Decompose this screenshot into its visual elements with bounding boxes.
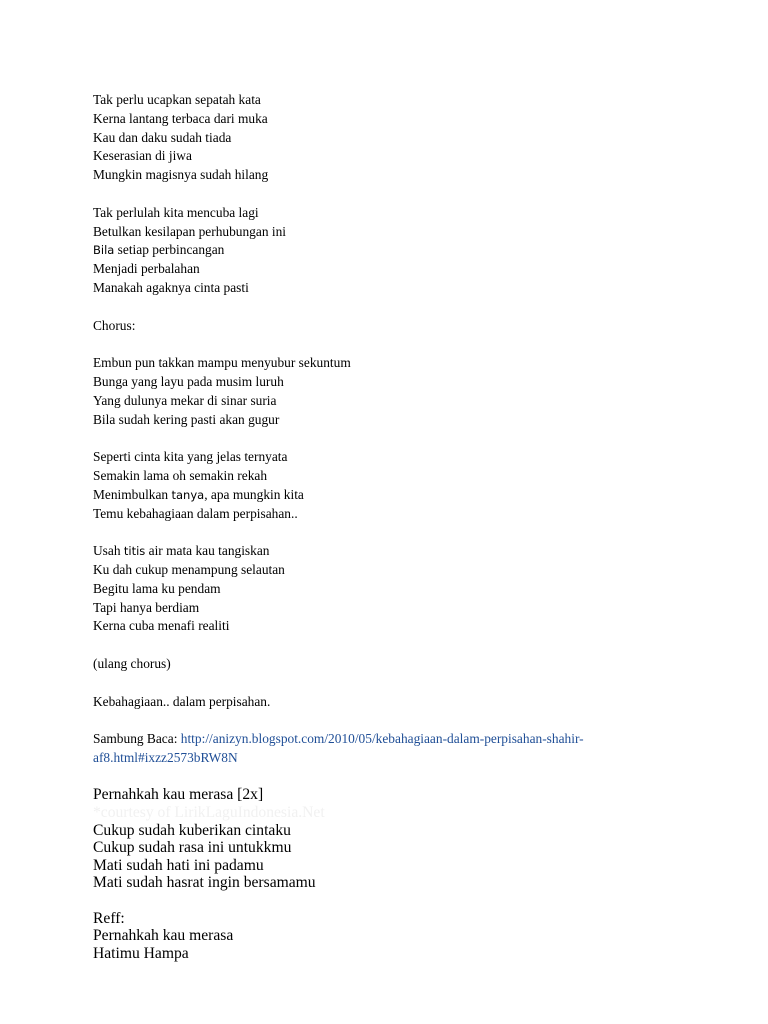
- verse-3: [93, 542, 733, 636]
- source-link[interactable]: http://anizyn.blogspot.com/2010/05/kebahagiaan-dalam-perpisahan-shahir-: [180, 731, 584, 747]
- lyric-line: Manakah agaknya cinta pasti: [93, 279, 249, 295]
- lyric-line: Cukup sudah rasa ini untukkmu: [93, 839, 292, 857]
- lyric-word-sans: tanya: [171, 487, 205, 502]
- lyric-line: Keserasian di jiwa: [93, 148, 192, 164]
- lyric-line: Mati sudah hati ini padamu: [93, 856, 264, 874]
- lyric-line: Cukup sudah kuberikan cintaku: [93, 821, 291, 839]
- stanza-gap: [93, 335, 733, 354]
- lyric-line: Yang dulunya mekar di sinar suria: [93, 392, 277, 408]
- source-label: Sambung Baca:: [93, 731, 181, 747]
- lyric-line: Embun pun takkan mampu menyubur sekuntum: [93, 355, 351, 371]
- chorus-part-1: [93, 354, 733, 429]
- stanza-gap: [93, 429, 733, 448]
- stanza-gap: [93, 523, 733, 542]
- stanza-gap: [93, 768, 733, 787]
- lyric-line: [93, 241, 733, 260]
- watermark-text: *courtesy of LirikLaguIndonesia.Net: [93, 804, 325, 822]
- lyric-line: Tapi hanya berdiam: [93, 599, 200, 615]
- stanza-gap: [93, 636, 733, 655]
- lyric-line: Mati sudah hasrat ingin bersamamu: [93, 874, 316, 892]
- lyric-line: Kerna lantang terbaca dari muka: [93, 110, 268, 126]
- repeat-chorus-note: (ulang chorus): [93, 655, 171, 671]
- stanza-gap: [93, 711, 733, 730]
- lyric-line: Semakin lama oh semakin rekah: [93, 467, 268, 483]
- lyric-line: [93, 486, 733, 505]
- lyric-line: Tak perlulah kita mencuba lagi: [93, 204, 259, 220]
- lyric-text: Menimbulkan: [93, 486, 172, 502]
- source-block: [93, 730, 733, 768]
- lyric-line: Betulkan kesilapan perhubungan ini: [93, 223, 287, 239]
- verse-1: [93, 91, 733, 185]
- lyrics-document: [93, 91, 733, 962]
- lyric-text: setiap perbincangan: [114, 242, 225, 258]
- lyric-text: air mata kau tangiskan: [145, 543, 270, 559]
- lyric-line: Bila sudah kering pasti akan gugur: [93, 411, 280, 427]
- lyric-line: Begitu lama ku pendam: [93, 580, 221, 596]
- source-link-continued[interactable]: af8.html#ixzz2573bRW8N: [93, 749, 238, 765]
- lyric-text: , apa mungkin kita: [204, 486, 304, 502]
- lyric-line: Tak perlu ucapkan sepatah kata: [93, 92, 261, 107]
- lyric-word-sans: Bila: [93, 243, 115, 258]
- stanza-gap: [93, 674, 733, 693]
- chorus-label: Chorus:: [93, 317, 136, 333]
- stanza-gap: [93, 892, 733, 910]
- reff-label: Reff:: [93, 909, 125, 927]
- song-2: [93, 786, 733, 962]
- verse-2: [93, 204, 733, 298]
- lyric-line: Kau dan daku sudah tiada: [93, 129, 232, 145]
- chorus-part-2: [93, 448, 733, 523]
- lyric-line: Kerna cuba menafi realiti: [93, 618, 230, 634]
- closing-line: Kebahagiaan.. dalam perpisahan.: [93, 693, 271, 709]
- lyric-text: Usah: [93, 543, 124, 559]
- lyric-line: Pernahkah kau merasa [2x]: [93, 786, 264, 804]
- lyric-line: Mungkin magisnya sudah hilang: [93, 167, 269, 183]
- lyric-line: Pernahkah kau merasa: [93, 927, 234, 945]
- lyric-word-sans: titis: [123, 544, 146, 559]
- lyric-line: Hatimu Hampa: [93, 944, 189, 962]
- lyric-line: Ku dah cukup menampung selautan: [93, 561, 285, 577]
- lyric-line: Menjadi perbalahan: [93, 261, 200, 277]
- lyric-line: Bunga yang layu pada musim luruh: [93, 373, 284, 389]
- lyric-line: Temu kebahagiaan dalam perpisahan..: [93, 505, 298, 521]
- lyric-line: Seperti cinta kita yang jelas ternyata: [93, 449, 288, 465]
- stanza-gap: [93, 298, 733, 317]
- lyric-line: [93, 542, 733, 561]
- source-line: [93, 730, 733, 749]
- stanza-gap: [93, 185, 733, 204]
